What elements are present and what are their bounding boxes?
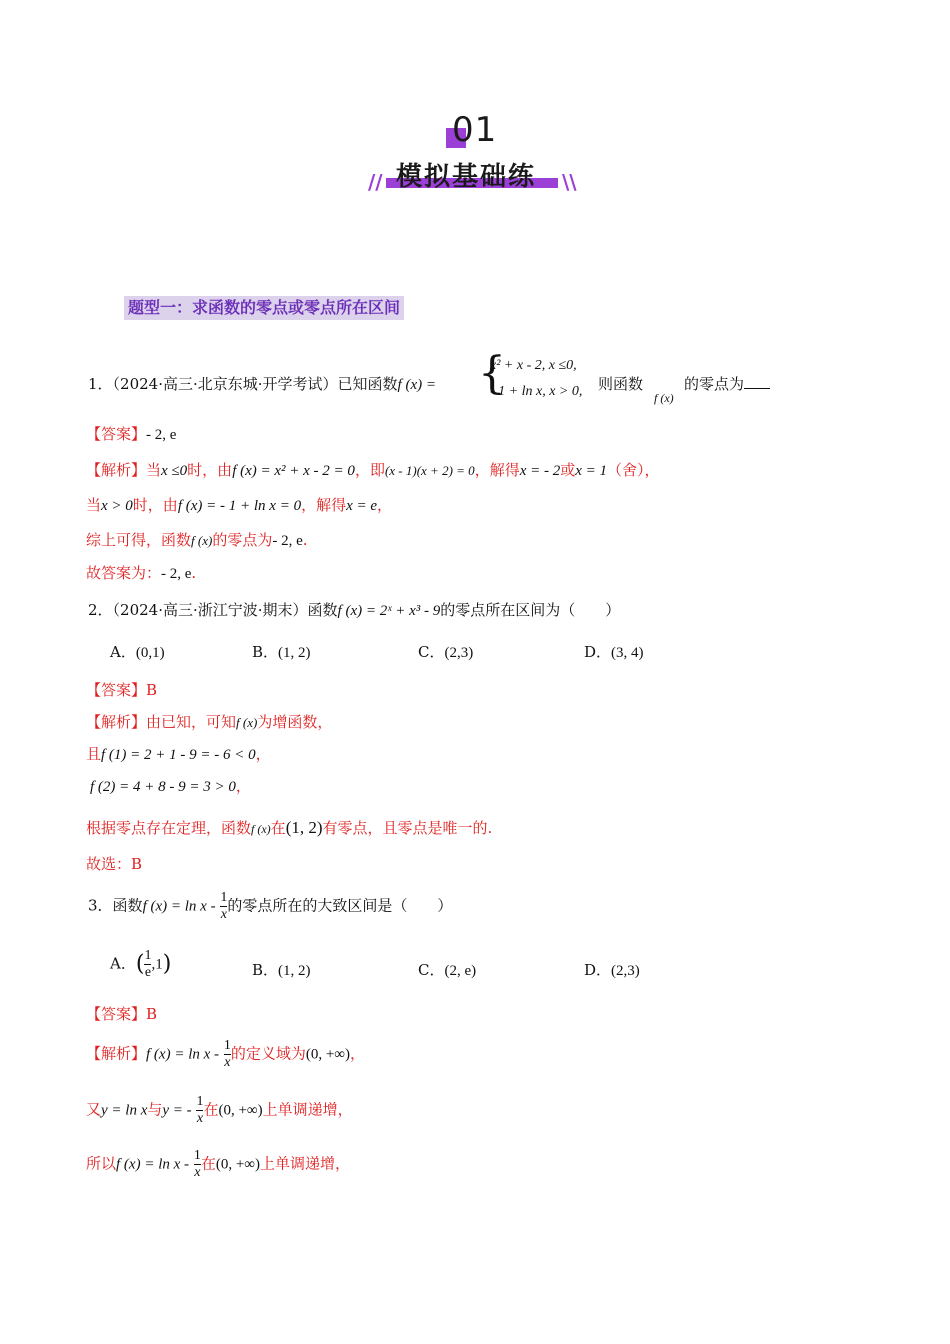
q2-analysis-line-1: 【解析】由已知，可知f (x)为增函数， [86, 713, 333, 731]
q2-option-c: C．(2,3) [418, 643, 474, 661]
q3-option-b: B．(1, 2) [252, 961, 311, 979]
q1-case-2: - 1 + ln x, x > 0, [490, 384, 583, 399]
q1-analysis-line-3: 综上可得，函数f (x)的零点为- 2, e. [86, 531, 308, 549]
right-slash-deco: \\ [562, 170, 577, 194]
q3-analysis-line-2: 又y = ln x与y = - $\frac{1}{x}$ 在(0, +∞)上单调递增， [86, 1094, 353, 1126]
q2-analysis-line-5: 故选：B [86, 855, 143, 873]
q1-stem: 1．（2024·高三·北京东城·开学考试）已知函数f (x) = [88, 375, 436, 393]
section-number: 01 [452, 110, 498, 150]
q2-option-a: A．(0,1) [110, 643, 165, 661]
q2-answer: 【答案】B [86, 681, 158, 699]
q1-fx-small: f (x) [654, 391, 674, 405]
q3-analysis-line-3: 所以f (x) = ln x - $\frac{1}{x}$ 在(0, +∞)上单调递增， [86, 1148, 350, 1180]
section-heading: 题型一：求函数的零点或零点所在区间 [124, 296, 404, 320]
q3-option-d: D．(2,3) [584, 961, 640, 979]
q3-option-c: C．(2, e) [418, 961, 477, 979]
q2-analysis-line-4: 根据零点存在定理，函数f (x)在(1, 2)有零点，且零点是唯一的. [86, 818, 493, 837]
q2-option-b: B．(1, 2) [252, 643, 311, 661]
page-title: 模拟基础练 [396, 162, 537, 192]
q1-analysis-line-4: 故答案为：- 2, e. [86, 564, 197, 582]
q2-analysis-line-3: f (2) = 4 + 8 - 9 = 3 > 0， [90, 777, 251, 795]
q2-stem: 2．（2024·高三·浙江宁波·期末）函数f (x) = 2ˣ + x³ - 9的零点所在区间为（ ） [88, 601, 621, 619]
q1-tail: 的零点为 [684, 374, 770, 394]
q1-answer: 【答案】- 2, e [86, 425, 177, 443]
q1-analysis-line-2: 当x > 0时，由f (x) = - 1 + ln x = 0，解得x = e， [86, 496, 393, 514]
q3-analysis-line-1: 【解析】f (x) = ln x - $\frac{1}{x}$ 的定义域为(0, +∞)， [86, 1038, 365, 1070]
q1-then: 则函数 [598, 375, 644, 393]
q1-analysis-line-1: 【解析】当x ≤0时，由f (x) = x² + x - 2 = 0，即(x - 1)(x + 2) = 0，解得x = - 2或x = 1（舍）， [86, 461, 660, 479]
q3-answer: 【答案】B [86, 1005, 158, 1023]
q1-brace: { [478, 348, 506, 399]
left-slash-deco: // [368, 170, 383, 194]
q3-stem: 3．函数f (x) = ln x - $\frac{1}{x}$ 的零点所在的大致区间是（ ） [88, 890, 453, 922]
q3-option-a: A．( $\frac{1}{e}$ ,1) [110, 948, 172, 980]
q1-case-1: x² + x - 2, x ≤0, [490, 358, 577, 373]
q2-option-d: D．(3, 4) [584, 643, 644, 661]
q2-analysis-line-2: 且f (1) = 2 + 1 - 9 = - 6 < 0， [86, 745, 271, 763]
